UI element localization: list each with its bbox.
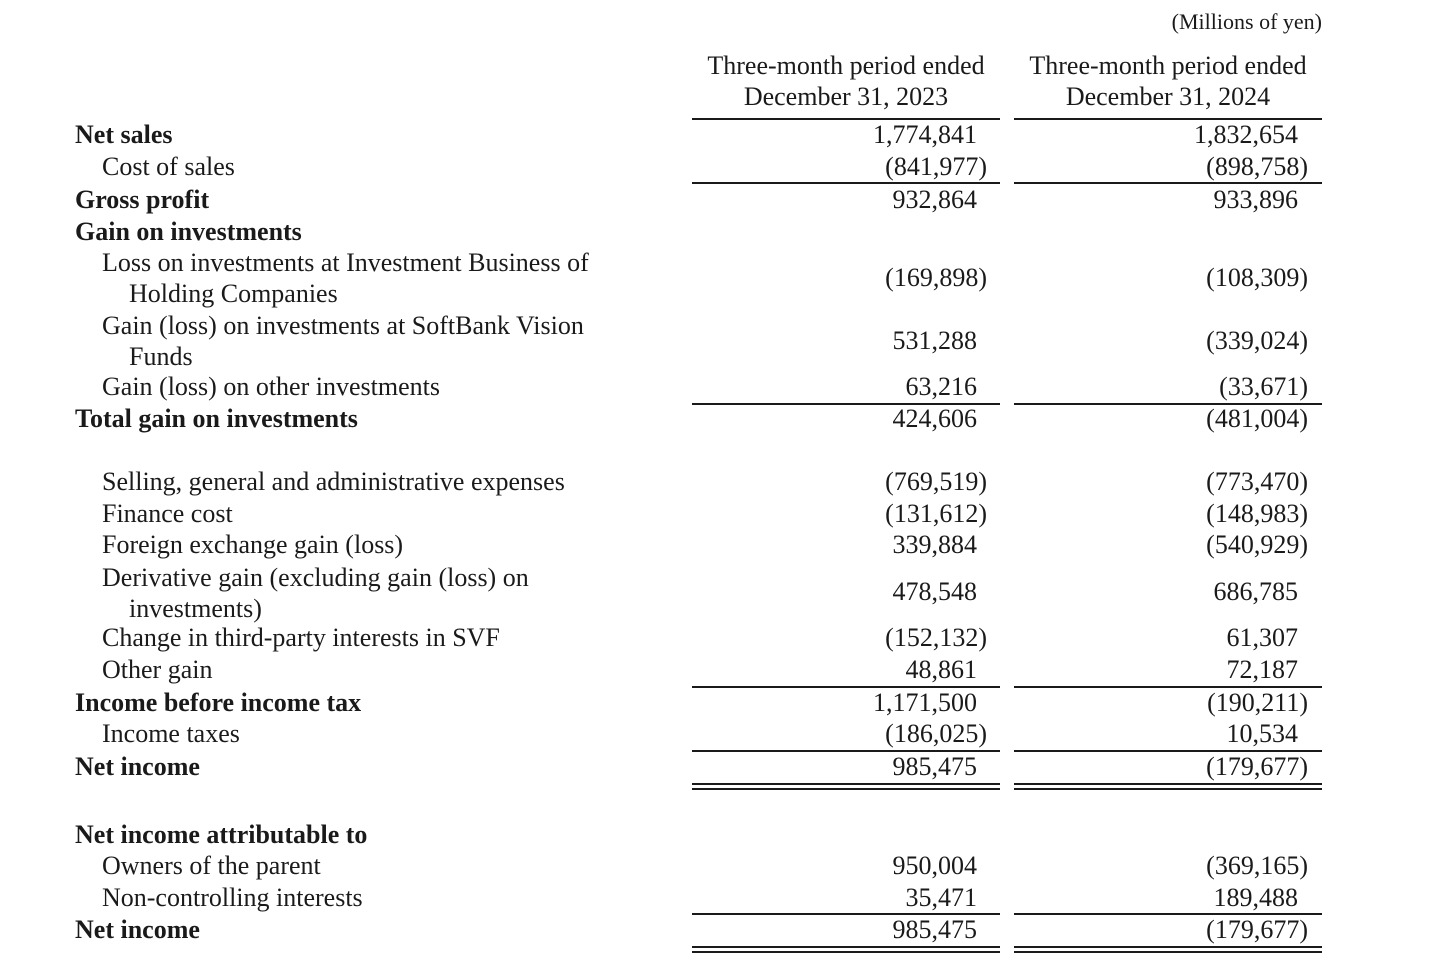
column-header-line1: Three-month period ended [1029, 51, 1307, 80]
value-2023: 531,288 [892, 326, 977, 355]
row-label-line2: Funds [129, 342, 193, 371]
row-label: Finance cost [102, 499, 233, 528]
row-label-line2: Holding Companies [129, 279, 338, 308]
value-2024: 72,187 [1226, 655, 1298, 684]
value-2024: (898,758) [1206, 152, 1308, 181]
section-label: Gain on investments [75, 217, 302, 246]
value-2023: 63,216 [905, 372, 977, 401]
value-2024: (369,165) [1206, 851, 1308, 880]
value-2023: (769,519) [885, 467, 987, 496]
column-header-2024 [1014, 50, 1322, 112]
unit-note: (Millions of yen) [1171, 9, 1322, 34]
row-label: Selling, general and administrative expenses [102, 467, 565, 496]
value-2023: 424,606 [892, 404, 977, 433]
row-label: Net income [75, 915, 200, 944]
value-2024: (148,983) [1206, 499, 1308, 528]
value-2023: (169,898) [885, 263, 987, 292]
value-2024: 61,307 [1226, 623, 1298, 652]
total-double-rule [1014, 783, 1322, 790]
value-2023: (186,025) [885, 719, 987, 748]
row-label [102, 562, 529, 624]
column-header-2023 [692, 50, 1000, 112]
value-2023: 339,884 [892, 530, 977, 559]
total-double-rule [1014, 946, 1322, 953]
subtotal-rule [692, 182, 1000, 184]
value-2024: 933,896 [1213, 185, 1298, 214]
row-label: Cost of sales [102, 152, 235, 181]
column-header-line1: Three-month period ended [707, 51, 985, 80]
value-2024: 686,785 [1213, 577, 1298, 606]
value-2024: 189,488 [1213, 883, 1298, 912]
value-2024: (339,024) [1206, 326, 1308, 355]
value-2023: 1,171,500 [873, 688, 977, 717]
row-label: Income before income tax [75, 688, 362, 717]
value-2023: 932,864 [892, 185, 977, 214]
value-2024: (179,677) [1206, 915, 1308, 944]
value-2023: 478,548 [892, 577, 977, 606]
row-label: Net income [75, 752, 200, 781]
value-2023: 950,004 [892, 851, 977, 880]
total-double-rule [692, 946, 1000, 953]
value-2023: 48,861 [905, 655, 977, 684]
row-label: Gross profit [75, 185, 210, 214]
value-2023: (131,612) [885, 499, 987, 528]
row-label: Non-controlling interests [102, 883, 363, 912]
value-2024: (108,309) [1206, 263, 1308, 292]
column-header-line2: December 31, 2023 [743, 82, 949, 111]
value-2023: 35,471 [905, 883, 977, 912]
row-label [102, 310, 584, 372]
value-2023: 985,475 [892, 752, 977, 781]
subtotal-rule [1014, 182, 1322, 184]
row-label: Income taxes [102, 719, 240, 748]
row-label-line1: Gain (loss) on investments at SoftBank Vision [102, 311, 584, 340]
value-2023: (152,132) [885, 623, 987, 652]
value-2024: (540,929) [1206, 530, 1308, 559]
value-2023: 985,475 [892, 915, 977, 944]
value-2024: (33,671) [1219, 372, 1308, 401]
row-label: Other gain [102, 655, 213, 684]
value-2024: (190,211) [1207, 688, 1308, 717]
row-label: Owners of the parent [102, 851, 321, 880]
row-label [102, 247, 589, 309]
total-double-rule [692, 783, 1000, 790]
value-2024: (773,470) [1206, 467, 1308, 496]
row-label: Net sales [75, 120, 173, 149]
row-label: Foreign exchange gain (loss) [102, 530, 404, 559]
row-label: Gain (loss) on other investments [102, 372, 440, 401]
row-label-line1: Loss on investments at Investment Business of [102, 248, 589, 277]
section-label: Net income attributable to [75, 820, 368, 849]
row-label: Change in third-party interests in SVF [102, 623, 500, 652]
value-2024: (179,677) [1206, 752, 1308, 781]
column-header-line2: December 31, 2024 [1065, 82, 1271, 111]
row-label-line2: investments) [129, 594, 262, 623]
row-label-line1: Derivative gain (excluding gain (loss) on [102, 563, 529, 592]
value-2024: 10,534 [1226, 719, 1298, 748]
value-2023: (841,977) [885, 152, 987, 181]
value-2023: 1,774,841 [873, 120, 977, 149]
value-2024: (481,004) [1206, 404, 1308, 433]
value-2024: 1,832,654 [1194, 120, 1298, 149]
row-label: Total gain on investments [75, 404, 358, 433]
